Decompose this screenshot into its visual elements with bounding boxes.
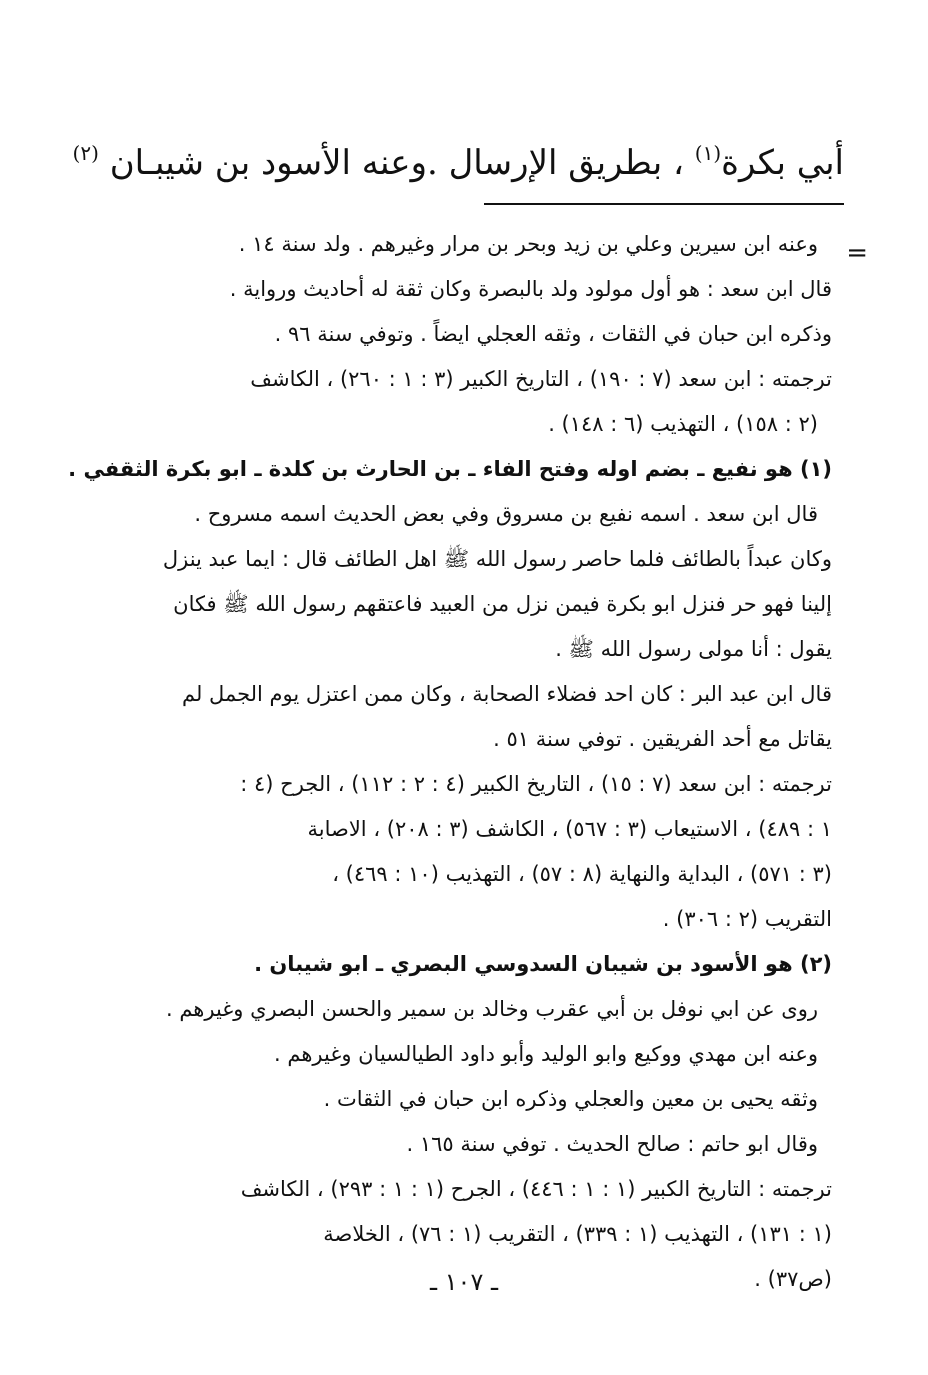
footnote-line: وعنه ابن سيرين وعلي بن زيد وبحر بن مرار وغيرهم . ولد سنة ١٤ . bbox=[238, 232, 818, 256]
footnote-line: ترجمته : ابن سعد (٧ : ١٥) ، التاريخ الكبير (٤ : ٢ : ١١٢) ، الجرح (٤ : bbox=[240, 772, 832, 796]
footnote-line: إلينا فهو حر فنزل ابو بكرة فيمن نزل من العبيد فاعتقهم رسول الله ﷺ فكان bbox=[173, 592, 832, 616]
continuation-mark: = bbox=[846, 238, 868, 268]
footnote-line: ترجمته : التاريخ الكبير (١ : ١ : ٤٤٦) ، الجرح (١ : ١ : ٢٩٣) ، الكاشف bbox=[240, 1177, 832, 1201]
footnote-line: وذكره ابن حبان في الثقات ، وثقه العجلي ايضاً . وتوفي سنة ٩٦ . bbox=[274, 322, 832, 346]
page-number: ـ ١٠٧ ـ bbox=[429, 1268, 498, 1296]
footnote-ref-2: (٢) bbox=[72, 141, 99, 165]
footnote-line: قال ابن سعد . اسمه نفيع بن مسروق وفي بعض الحديث اسمه مسروح . bbox=[194, 502, 818, 526]
footnote-line: يقاتل مع أحد الفريقين . توفي سنة ٥١ . bbox=[493, 727, 832, 751]
footnote-line: (ص٣٧) . bbox=[754, 1267, 832, 1291]
footnotes-block bbox=[68, 222, 832, 1302]
footnote-line: (١ : ١٣١) ، التهذيب (١ : ٣٣٩) ، التقريب (١ : ٧٦) ، الخلاصة bbox=[323, 1222, 832, 1246]
footnote-line: قال ابن عبد البر : كان احد فضلاء الصحابة ، وكان ممن اعتزل يوم الجمل لم bbox=[182, 682, 832, 706]
footnote-line: وكان عبداً بالطائف فلما حاصر رسول الله ﷺ اهل الطائف قال : ايما عبد ينزل bbox=[162, 547, 832, 571]
main-text-part-2: ، بطريق الإرسال .وعنه الأسود بن شيبـان bbox=[109, 143, 684, 183]
footnote-line: وثقه يحيى بن معين والعجلي وذكره ابن حبان في الثقات . bbox=[323, 1087, 818, 1111]
footnote-1-heading: (١) هو نفيع ـ بضم اوله وفتح الفاء ـ بن الحارث بن كلدة ـ ابو بكرة الثقفي . bbox=[68, 457, 832, 481]
footnote-line: روى عن ابي نوفل بن أبي عقرب وخالد بن سمير والحسن البصري وغيرهم . bbox=[165, 997, 818, 1021]
footnote-line: ترجمته : ابن سعد (٧ : ١٩٠) ، التاريخ الكبير (٣ : ١ : ٢٦٠) ، الكاشف bbox=[250, 367, 832, 391]
footnote-separator bbox=[484, 203, 844, 205]
footnote-line: (٣ : ٥٧١) ، البداية والنهاية (٨ : ٥٧) ، التهذيب (١٠ : ٤٦٩) ، bbox=[332, 862, 832, 886]
footnote-line: وقال ابو حاتم : صالح الحديث . توفي سنة ١٦٥ . bbox=[406, 1132, 818, 1156]
footnote-line: قال ابن سعد : هو أول مولود ولد بالبصرة وكان ثقة له أحاديث ورواية . bbox=[229, 277, 832, 301]
footnote-2-heading: (٢) هو الأسود بن شيبان السدوسي البصري ـ ابو شيبان . bbox=[254, 952, 832, 976]
footnote-line: وعنه ابن مهدي ووكيع وابو الوليد وأبو داود الطيالسيان وغيرهم . bbox=[274, 1042, 818, 1066]
footnote-line: التقريب (٢ : ٣٠٦) . bbox=[662, 907, 832, 931]
footnote-line: يقول : أنا مولى رسول الله ﷺ . bbox=[555, 637, 832, 661]
footnote-line: ١ : ٤٨٩) ، الاستيعاب (٣ : ٥٦٧) ، الكاشف (٣ : ٢٠٨) ، الاصابة bbox=[307, 817, 832, 841]
main-text-part-1: أبي بكرة bbox=[721, 143, 844, 183]
main-text-line bbox=[72, 128, 844, 188]
footnote-line: (٢ : ١٥٨) ، التهذيب (٦ : ١٤٨) . bbox=[548, 412, 818, 436]
footnote-ref-1: (١) bbox=[694, 141, 722, 165]
